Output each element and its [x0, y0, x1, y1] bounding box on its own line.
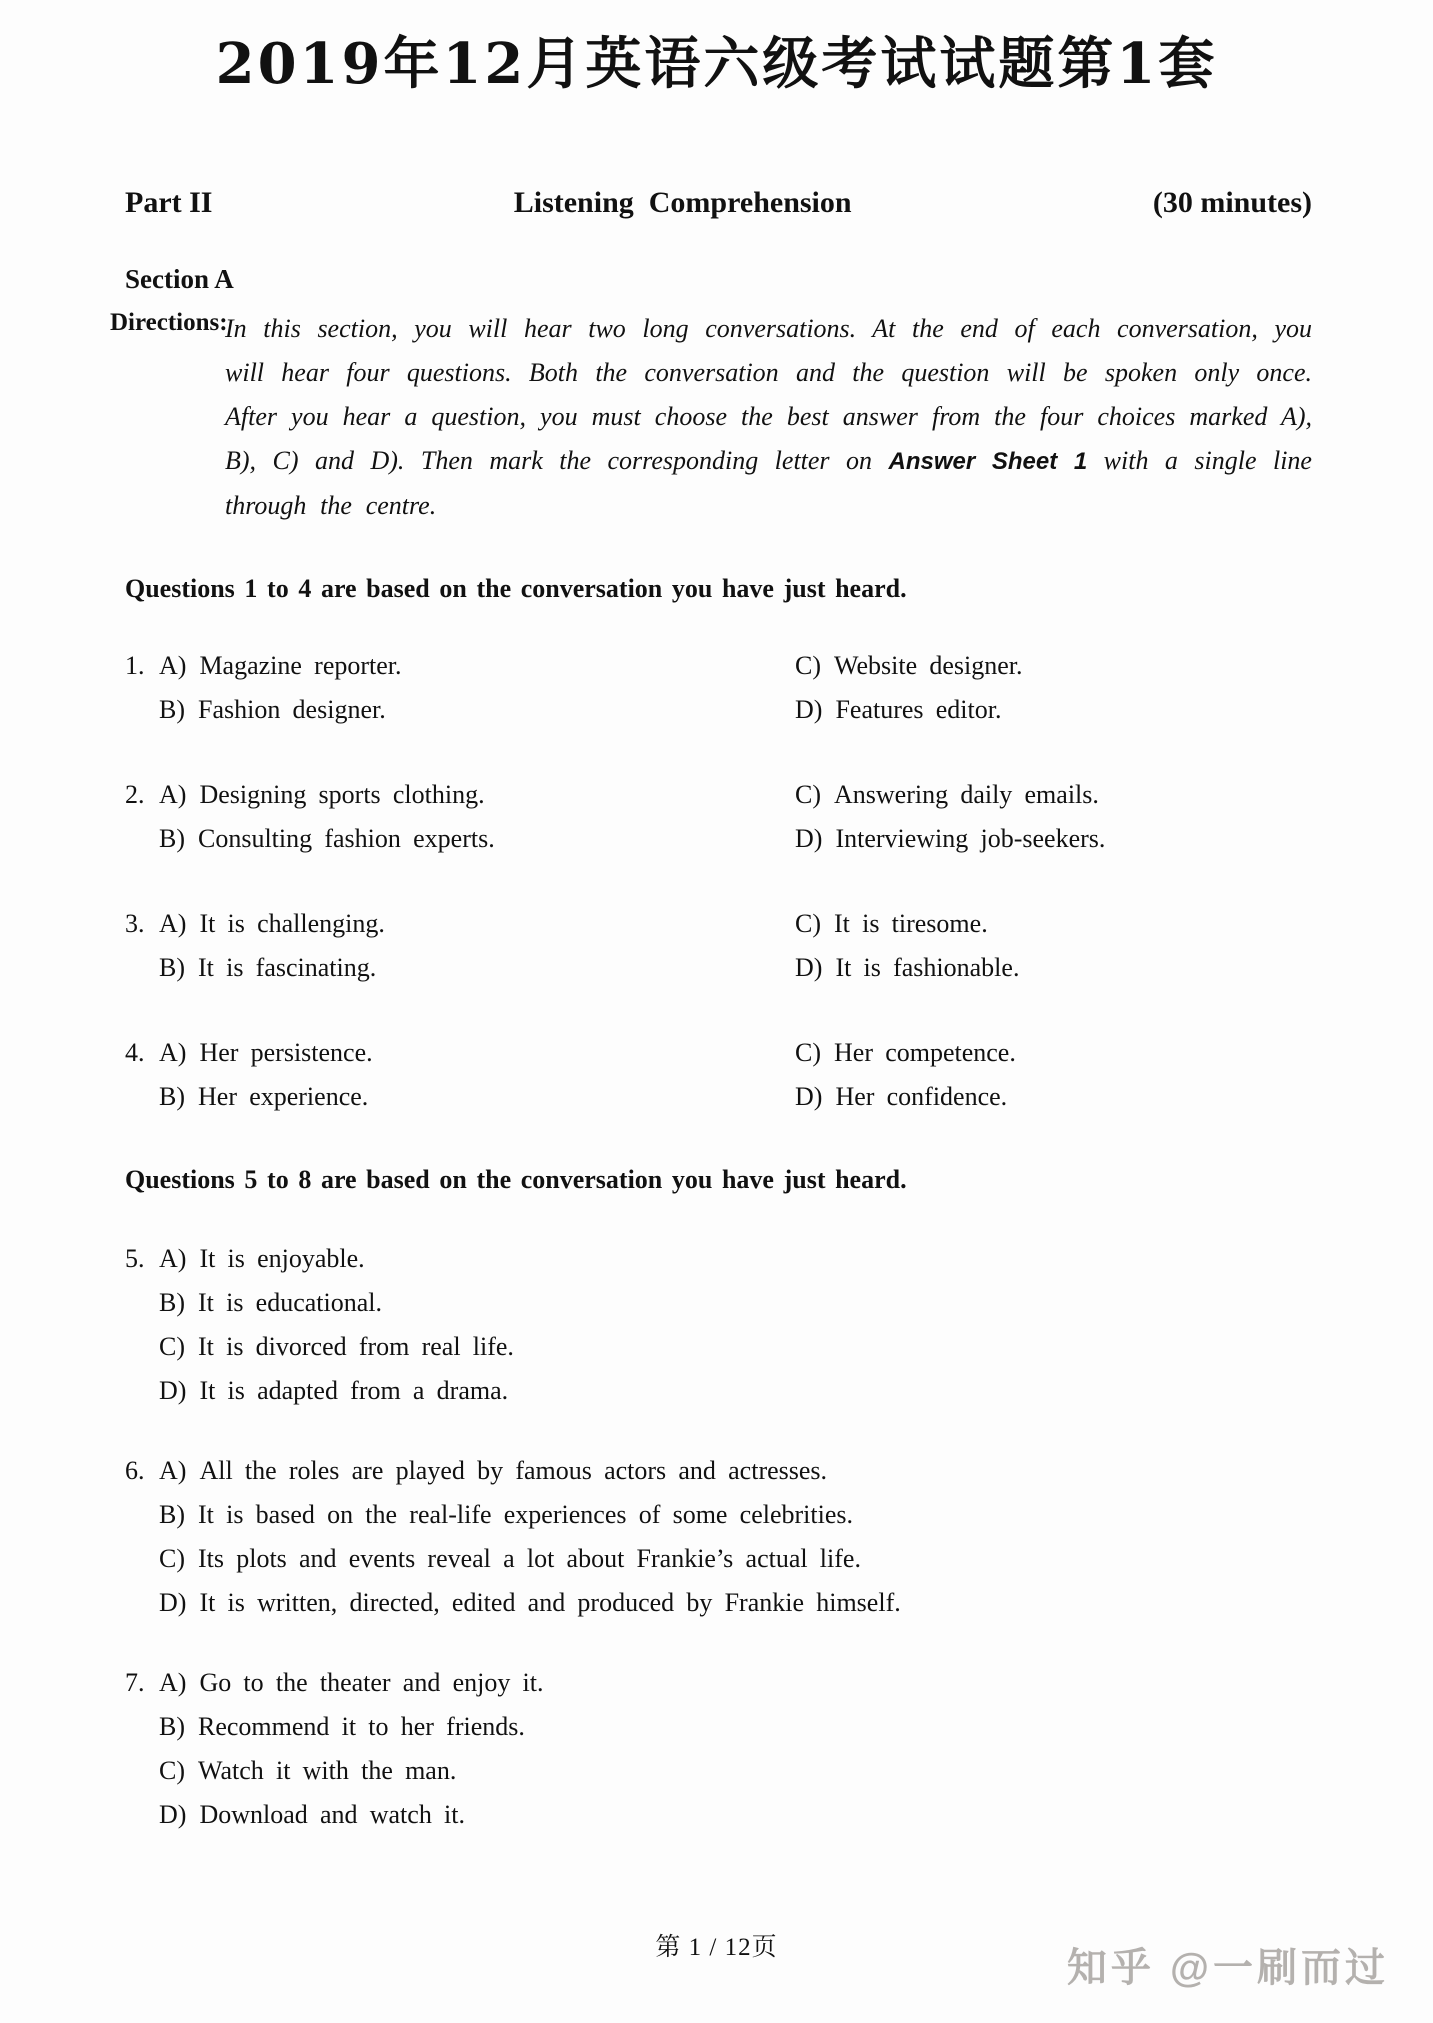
part-title: Listening Comprehension — [513, 186, 852, 219]
option-label-b: B) — [159, 824, 185, 853]
option-label-b: B) — [159, 1712, 185, 1741]
page-number-indicator: 第 1 / 12页 — [655, 1934, 778, 1961]
option-text: Website designer. — [834, 651, 1023, 680]
option-label-a: A) — [159, 780, 187, 809]
question-row — [125, 1281, 1312, 1325]
option-label-d: D) — [795, 953, 823, 982]
directions-text-after: with a single line through the centre. — [225, 446, 1312, 520]
option-text: Her experience. — [198, 1082, 369, 1111]
option-label-a: A) — [159, 651, 187, 680]
question-row — [125, 1237, 1312, 1281]
option-text: Its plots and events reveal a lot about Frankie’s actual life. — [198, 1544, 861, 1573]
option-text: Designing sports clothing. — [199, 780, 485, 809]
question-5 — [125, 1237, 1312, 1413]
option-text: It is adapted from a drama. — [199, 1376, 509, 1405]
question-number: 5. — [125, 1244, 145, 1273]
directions-answer-sheet-highlight: Answer Sheet 1 — [888, 448, 1088, 475]
option-text: Recommend it to her friends. — [198, 1712, 525, 1741]
question-7 — [125, 1661, 1312, 1837]
option-b — [159, 1075, 795, 1119]
option-text: Features editor. — [835, 695, 1002, 724]
option-d — [795, 1075, 1312, 1119]
option-label-d: D) — [795, 1082, 823, 1111]
directions-block — [110, 307, 1312, 528]
question-number: 7. — [125, 1668, 145, 1697]
option-text: It is educational. — [198, 1288, 382, 1317]
question-row — [125, 1493, 1312, 1537]
option-text: Interviewing job-seekers. — [835, 824, 1106, 853]
option-b — [159, 1705, 1312, 1749]
option-label-c: C) — [159, 1544, 185, 1573]
option-label-c: C) — [159, 1756, 185, 1785]
option-c — [159, 1749, 1312, 1793]
option-label-a: A) — [159, 1456, 187, 1485]
option-text: Answering daily emails. — [834, 780, 1099, 809]
option-text: It is enjoyable. — [199, 1244, 365, 1273]
option-label-a: A) — [159, 1668, 187, 1697]
option-label-a: A) — [159, 1038, 187, 1067]
option-d — [159, 1369, 1312, 1413]
directions-text-before: In this section, you will hear two long conversations. At the end of each conversation, you will hear four questions. Both the conversation and the question will be spoken only once. After you hear a question, you must choose the best answer from the four choices marked A), B), C) and D). Then mark the corresponding letter on — [225, 314, 1312, 475]
option-text: It is based on the real-life experiences of some celebrities. — [198, 1500, 854, 1529]
option-label-a: A) — [159, 1244, 187, 1273]
option-a — [159, 1661, 1312, 1705]
option-label-c: C) — [159, 1332, 185, 1361]
option-label-d: D) — [795, 695, 823, 724]
option-label-b: B) — [159, 1082, 185, 1111]
option-label-b: B) — [159, 1288, 185, 1317]
question-4 — [125, 1031, 1312, 1119]
questions-1-4-heading: Questions 1 to 4 are based on the conversation you have just heard. — [125, 574, 907, 603]
option-label-d: D) — [159, 1800, 187, 1829]
option-label-b: B) — [159, 1500, 185, 1529]
option-text: It is fascinating. — [198, 953, 377, 982]
directions-label: Directions: — [110, 309, 228, 336]
option-text: It is written, directed, edited and produced by Frankie himself. — [199, 1588, 901, 1617]
option-a — [159, 644, 795, 688]
option-c — [159, 1537, 1312, 1581]
option-label-c: C) — [795, 909, 821, 938]
question-row — [125, 1369, 1312, 1413]
question-1 — [125, 644, 1312, 732]
option-b — [159, 946, 795, 990]
questions-5-8-heading: Questions 5 to 8 are based on the conversation you have just heard. — [125, 1165, 907, 1194]
option-a — [159, 1449, 1312, 1493]
part-duration: (30 minutes) — [1152, 186, 1312, 219]
option-text: Fashion designer. — [198, 695, 386, 724]
directions-text — [225, 307, 1312, 528]
question-row — [125, 817, 1312, 861]
section-label: Section A — [125, 264, 234, 294]
part-header — [125, 186, 1312, 220]
question-row — [125, 644, 1312, 688]
option-text: Download and watch it. — [199, 1800, 465, 1829]
option-d — [795, 688, 1312, 732]
question-row — [125, 688, 1312, 732]
option-label-c: C) — [795, 780, 821, 809]
option-text: Watch it with the man. — [198, 1756, 457, 1785]
question-group-1-4 — [125, 644, 1312, 1119]
page-title: 2019年12月英语六级考试试题第1套 — [215, 31, 1218, 97]
option-c — [795, 644, 1312, 688]
option-c — [795, 773, 1312, 817]
option-label-b: B) — [159, 695, 185, 724]
option-text: All the roles are played by famous actors and actresses. — [199, 1456, 828, 1485]
question-group-5-8 — [125, 1237, 1312, 1837]
option-text: Her persistence. — [199, 1038, 373, 1067]
question-number: 4. — [125, 1038, 145, 1067]
question-3 — [125, 902, 1312, 990]
option-c — [159, 1325, 1312, 1369]
option-c — [795, 1031, 1312, 1075]
question-6 — [125, 1449, 1312, 1625]
option-b — [159, 688, 795, 732]
option-d — [159, 1581, 1312, 1625]
question-row — [125, 1449, 1312, 1493]
option-c — [795, 902, 1312, 946]
option-text: It is challenging. — [199, 909, 385, 938]
option-label-d: D) — [795, 824, 823, 853]
question-number: 1. — [125, 651, 145, 680]
option-label-a: A) — [159, 909, 187, 938]
question-row — [125, 1537, 1312, 1581]
zhihu-watermark: 知乎 @一刷而过 — [1066, 1946, 1389, 1990]
option-a — [159, 902, 795, 946]
question-row — [125, 1075, 1312, 1119]
question-number: 2. — [125, 780, 145, 809]
option-text: It is divorced from real life. — [198, 1332, 514, 1361]
option-label-d: D) — [159, 1588, 187, 1617]
option-label-c: C) — [795, 1038, 821, 1067]
question-row — [125, 1661, 1312, 1705]
question-2 — [125, 773, 1312, 861]
option-a — [159, 773, 795, 817]
question-row — [125, 773, 1312, 817]
option-d — [795, 946, 1312, 990]
option-text: Her competence. — [834, 1038, 1016, 1067]
question-row — [125, 1705, 1312, 1749]
option-b — [159, 1281, 1312, 1325]
question-number: 6. — [125, 1456, 145, 1485]
question-row — [125, 1749, 1312, 1793]
option-text: Consulting fashion experts. — [198, 824, 495, 853]
part-label: Part II — [125, 186, 213, 219]
option-text: Her confidence. — [835, 1082, 1008, 1111]
question-row — [125, 946, 1312, 990]
question-row — [125, 1325, 1312, 1369]
option-text: Go to the theater and enjoy it. — [199, 1668, 544, 1697]
option-a — [159, 1031, 795, 1075]
option-label-c: C) — [795, 651, 821, 680]
question-row — [125, 1581, 1312, 1625]
option-text: Magazine reporter. — [199, 651, 402, 680]
option-b — [159, 817, 795, 861]
question-row — [125, 902, 1312, 946]
option-text: It is fashionable. — [835, 953, 1020, 982]
question-row — [125, 1793, 1312, 1837]
question-number: 3. — [125, 909, 145, 938]
option-d — [795, 817, 1312, 861]
option-label-d: D) — [159, 1376, 187, 1405]
option-a — [159, 1237, 1312, 1281]
option-text: It is tiresome. — [834, 909, 988, 938]
question-row — [125, 1031, 1312, 1075]
option-d — [159, 1793, 1312, 1837]
option-b — [159, 1493, 1312, 1537]
option-label-b: B) — [159, 953, 185, 982]
